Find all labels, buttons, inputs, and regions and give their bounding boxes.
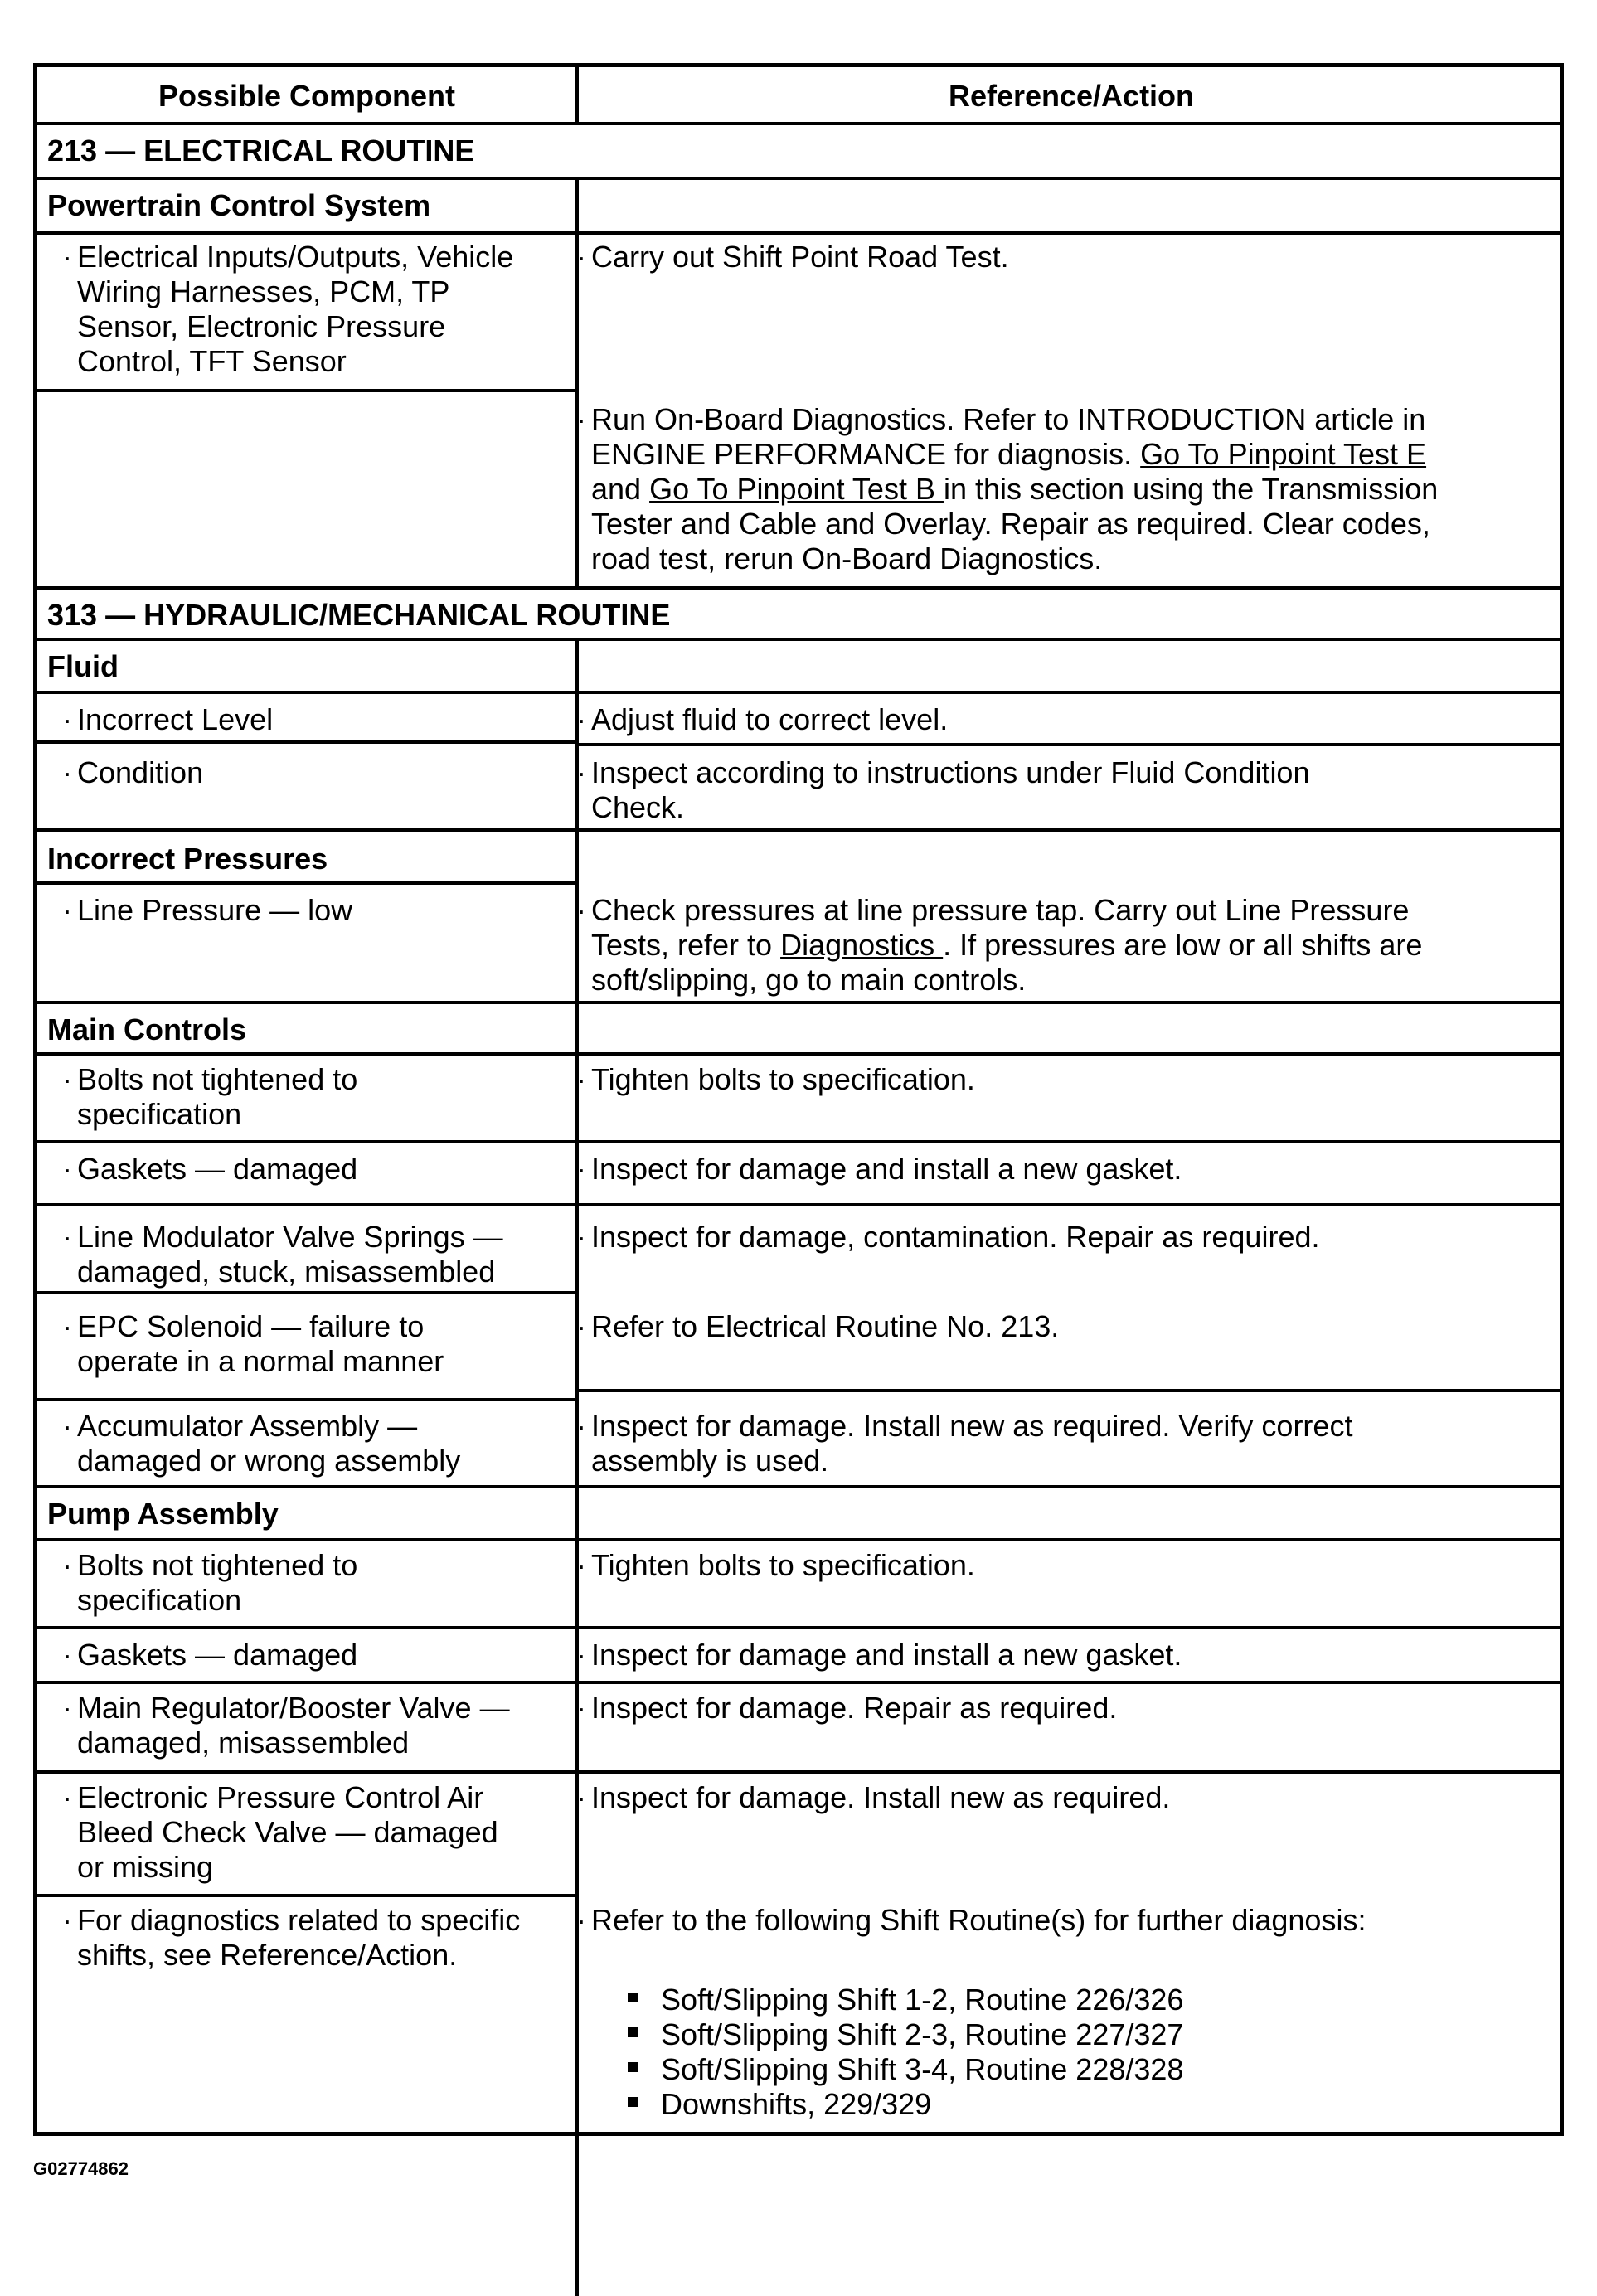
square-bullet-icon (628, 2027, 638, 2037)
item-mc-gaskets: · Gaskets — damaged (62, 1152, 358, 1186)
rule (37, 231, 1560, 235)
rule (579, 1389, 1560, 1392)
rule (37, 1140, 1560, 1143)
group-title-pressures: Incorrect Pressures (47, 842, 328, 876)
list-item: Soft/Slipping Shift 1-2, Routine 226/326 (628, 1983, 1183, 2017)
section-title-213: 213 — ELECTRICAL ROUTINE (47, 133, 475, 167)
rule (37, 740, 579, 744)
rule-header (37, 122, 1560, 125)
list-item: Downshifts, 229/329 (628, 2087, 1183, 2122)
item-mc-accumulator: · Accumulator Assembly — damaged or wrong assembly (62, 1409, 461, 1478)
group-title-pcs: Powertrain Control System (47, 188, 431, 222)
group-title-fluid: Fluid (47, 649, 119, 683)
component-action-table (33, 63, 1564, 2136)
link-pinpoint-test-e[interactable]: Go To Pinpoint Test E (1140, 437, 1427, 471)
action-pa-epc-valve: · Inspect for damage. Install new as required. (576, 1780, 1171, 1814)
square-bullet-icon (628, 2097, 638, 2107)
action-pa-shifts: · Refer to the following Shift Routine(s) for further diagnosis: (576, 1903, 1366, 1937)
rule (37, 1681, 1560, 1684)
item-pa-shifts: · For diagnostics related to specific shifts, see Reference/Action. (62, 1903, 521, 1972)
item-fluid-level: · Incorrect Level (62, 702, 274, 736)
column-header-component: Possible Component (158, 79, 456, 113)
rule (37, 1398, 579, 1401)
square-bullet-icon (628, 2062, 638, 2072)
shift-routine-list (628, 1983, 1183, 2122)
rule (37, 881, 579, 885)
action-mc-gaskets: · Inspect for damage and install a new gasket. (576, 1152, 1182, 1186)
rule (37, 1626, 1560, 1629)
group-title-main-controls: Main Controls (47, 1012, 246, 1046)
column-header-action: Reference/Action (948, 79, 1195, 113)
item-pa-gaskets: · Gaskets — damaged (62, 1638, 358, 1672)
column-divider (575, 177, 579, 586)
item-pa-epc-valve: · Electronic Pressure Control Air Bleed Check Valve — damaged or missing (62, 1780, 498, 1884)
action-pcs-obd: · Run On-Board Diagnostics. Refer to INTRODUCTION article in ENGINE PERFORMANCE for diagnosis. Go To Pinpoint Test E and Go To Pinpoint Test B in this section using the Transmission Tester and Cable and Overlay. Repair as required. Clear codes, road test, rerun On-Board Diagnostics. (576, 402, 1439, 575)
action-line-pressure: · Check pressures at line pressure tap. Carry out Line Pressure Tests, refer to Diagnostics . If pressures are low or all shifts are soft/slipping, go to main controls. (576, 893, 1423, 997)
action-mc-epc: · Refer to Electrical Routine No. 213. (576, 1309, 1060, 1343)
rule (37, 638, 1560, 641)
action-fluid-condition: · Inspect according to instructions under Fluid Condition Check. (576, 755, 1310, 824)
section-title-313: 313 — HYDRAULIC/MECHANICAL ROUTINE (47, 598, 671, 632)
rule (579, 743, 1560, 746)
item-mc-bolts: · Bolts not tightened to specification (62, 1062, 358, 1131)
square-bullet-icon (628, 1993, 638, 2002)
item-line-pressure: · Line Pressure — low (62, 893, 353, 927)
action-mc-springs: · Inspect for damage, contamination. Repair as required. (576, 1220, 1320, 1254)
item-mc-epc: · EPC Solenoid — failure to operate in a normal manner (62, 1309, 444, 1378)
column-divider (575, 638, 579, 2296)
action-mc-bolts: · Tighten bolts to specification. (576, 1062, 975, 1096)
action-pa-valve: · Inspect for damage. Repair as required. (576, 1691, 1118, 1725)
item-pa-valve: · Main Regulator/Booster Valve — damaged, misassembled (62, 1691, 510, 1760)
rule (37, 1894, 579, 1897)
action-mc-accumulator: · Inspect for damage. Install new as required. Verify correct assembly is used. (576, 1409, 1353, 1478)
rule (37, 1485, 1560, 1488)
figure-id: G02774862 (33, 2158, 129, 2179)
rule (37, 1001, 1560, 1004)
rule (37, 1203, 1560, 1206)
item-pcs: · Electrical Inputs/Outputs, Vehicle Wiring Harnesses, PCM, TP Sensor, Electronic Pressure Control, TFT Sensor (62, 240, 514, 378)
rule (37, 1770, 1560, 1774)
action-pa-bolts: · Tighten bolts to specification. (576, 1548, 975, 1582)
rule (37, 586, 1560, 590)
link-pinpoint-test-b[interactable]: Go To Pinpoint Test B (649, 472, 944, 506)
item-pa-bolts: · Bolts not tightened to specification (62, 1548, 358, 1617)
action-pcs-road-test: · Carry out Shift Point Road Test. (576, 240, 1009, 274)
list-item: Soft/Slipping Shift 3-4, Routine 228/328 (628, 2052, 1183, 2087)
rule (37, 389, 579, 392)
rule (37, 1291, 579, 1294)
link-diagnostics[interactable]: Diagnostics (780, 928, 944, 962)
rule (37, 1052, 1560, 1056)
action-pa-gaskets: · Inspect for damage and install a new gasket. (576, 1638, 1182, 1672)
item-fluid-condition: · Condition (62, 755, 204, 789)
rule (37, 177, 1560, 180)
action-fluid-level: · Adjust fluid to correct level. (576, 702, 949, 736)
item-mc-springs: · Line Modulator Valve Springs — damaged, stuck, misassembled (62, 1220, 503, 1289)
group-title-pump: Pump Assembly (47, 1497, 279, 1531)
list-item: Soft/Slipping Shift 2-3, Routine 227/327 (628, 2017, 1183, 2052)
rule (37, 828, 1560, 832)
rule (37, 1538, 1560, 1541)
rule (37, 691, 1560, 694)
